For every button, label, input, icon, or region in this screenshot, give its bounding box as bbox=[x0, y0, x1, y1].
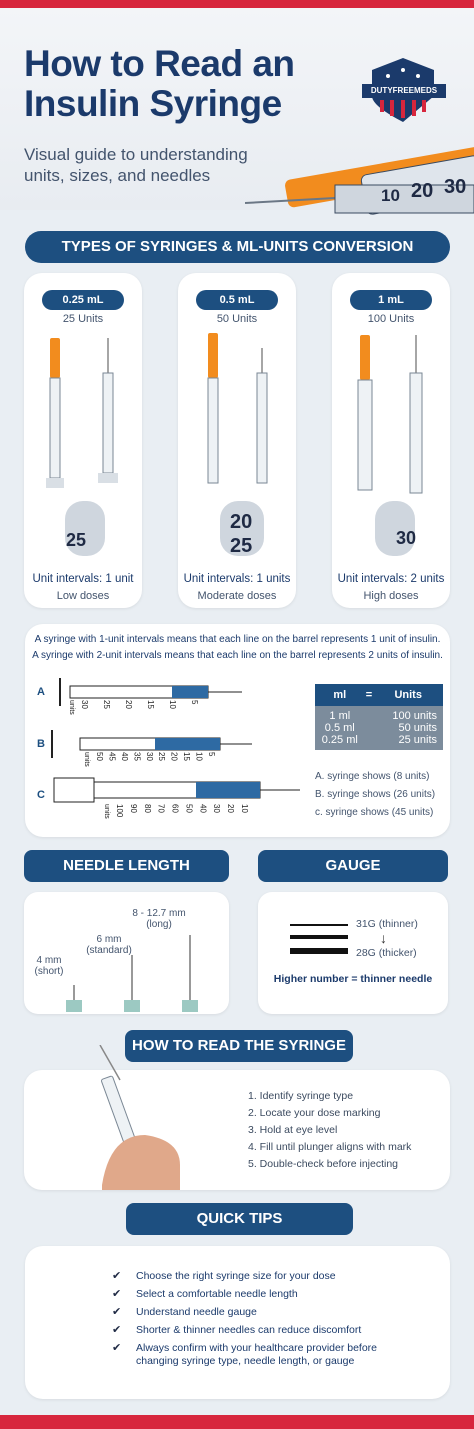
interval-text: Unit intervals: 2 units bbox=[337, 573, 445, 585]
table-header: = bbox=[365, 689, 373, 701]
hero-barrel-num: 10 bbox=[381, 186, 400, 205]
howto-heading: HOW TO READ THE SYRINGE bbox=[125, 1030, 353, 1062]
tick-label: 40 bbox=[198, 804, 208, 813]
syringe-diagram-c bbox=[54, 778, 300, 802]
table-row: 0.25 ml 25 units bbox=[315, 734, 443, 750]
size-badge: 0.5 mL bbox=[196, 290, 278, 310]
tick-label: 60 bbox=[170, 804, 180, 813]
interval-text: Unit intervals: 1 unit bbox=[32, 573, 134, 585]
note-b: B. syringe shows (26 units) bbox=[315, 789, 436, 800]
tip-item: ✔ Choose the right syringe size for your dose bbox=[112, 1270, 412, 1283]
tick-label: 10 bbox=[194, 752, 204, 761]
tick-label: 20 bbox=[124, 700, 133, 709]
tick-label: 50 bbox=[95, 752, 104, 761]
tick-label: 10 bbox=[168, 700, 177, 709]
table-row: 1 ml 100 units bbox=[315, 706, 443, 722]
step-item: 2. Locate your dose marking bbox=[248, 1107, 381, 1119]
gauge-note: Higher number = thinner needle bbox=[273, 973, 433, 985]
diagram-label: B bbox=[37, 738, 45, 750]
syringe-image-1 bbox=[358, 335, 422, 556]
table-header: Units bbox=[394, 689, 422, 701]
tick-label: 30 bbox=[144, 752, 154, 761]
types-heading: TYPES OF SYRINGES & ML-UNITS CONVERSION bbox=[25, 231, 450, 263]
tick-label: 30 bbox=[80, 700, 89, 709]
howto-steps bbox=[248, 1088, 411, 1173]
gauge-lines bbox=[290, 920, 350, 960]
units-caption: 50 Units bbox=[216, 313, 258, 325]
tick-label: 70 bbox=[156, 804, 166, 813]
step-item: 1. Identify syringe type bbox=[248, 1090, 354, 1102]
tick-label: 50 bbox=[184, 804, 194, 813]
tick-label: 100 bbox=[115, 804, 124, 818]
diagram-b-ticks bbox=[83, 752, 216, 767]
tip-item: ✔ Shorter & thinner needles can reduce discomfort bbox=[112, 1324, 412, 1337]
dose-text: Low doses bbox=[56, 590, 110, 602]
needle-standard: 6 mm (standard) bbox=[86, 934, 132, 956]
size-badge: 1 mL bbox=[350, 290, 432, 310]
table-row: 0.5 ml 50 units bbox=[315, 722, 443, 734]
tips-heading: QUICK TIPS bbox=[126, 1203, 353, 1235]
needle-short: 4 mm (short) bbox=[34, 955, 64, 977]
table-header: ml bbox=[333, 689, 347, 701]
tick-label: 35 bbox=[132, 752, 142, 761]
step-item: 5. Double-check before injecting bbox=[248, 1158, 399, 1170]
brand-name: DUTYFREEMEDS bbox=[362, 84, 446, 98]
tips-list bbox=[112, 1270, 412, 1373]
tick-label: 10 bbox=[240, 804, 249, 813]
tick-label: 30 bbox=[212, 804, 222, 813]
tick-label: 40 bbox=[119, 752, 129, 761]
tip-item: ✔ Select a comfortable needle length bbox=[112, 1288, 412, 1301]
page-subtitle: Visual guide to understanding units, sizes, and needles bbox=[24, 145, 248, 185]
closeup-number: 2025 bbox=[230, 511, 253, 557]
tip-item: ✔ Understand needle gauge bbox=[112, 1306, 412, 1319]
note-a: A. syringe shows (8 units) bbox=[315, 771, 430, 782]
tick-label: 15 bbox=[146, 700, 155, 709]
dose-text: High doses bbox=[363, 590, 419, 602]
interval-desc-1: A syringe with 1-unit intervals means that each line on the barrel represents 1 unit of insulin. bbox=[34, 634, 441, 645]
tick-label: 15 bbox=[182, 752, 192, 761]
note-c: c. syringe shows (45 units) bbox=[315, 807, 434, 818]
interval-desc-2: A syringe with 2-unit intervals means that each line on the barrel represents 2 units of insulin. bbox=[32, 650, 443, 661]
units-label: units bbox=[68, 700, 75, 715]
tick-label: 90 bbox=[128, 804, 138, 813]
tick-label: 5 bbox=[190, 700, 199, 705]
units-caption: 100 Units bbox=[367, 313, 415, 325]
tip-item: ✔ Always confirm with your healthcare provider before changing syringe type, needle length, or gauge bbox=[112, 1342, 412, 1368]
hero-barrel-num: 20 bbox=[411, 180, 434, 202]
gauge-thick: 28G (thicker) bbox=[356, 947, 417, 959]
top-accent-bar bbox=[0, 0, 474, 8]
step-item: 3. Hold at eye level bbox=[248, 1124, 338, 1136]
needle-long: 8 - 12.7 mm (long) bbox=[132, 908, 186, 930]
step-item: 4. Fill until plunger aligns with mark bbox=[248, 1141, 412, 1153]
ml-units-table bbox=[315, 684, 443, 750]
closeup-number: 25 bbox=[66, 530, 87, 550]
needle-heading: NEEDLE LENGTH bbox=[24, 850, 229, 882]
diagram-c-ticks bbox=[103, 804, 249, 819]
needle-illustration bbox=[60, 935, 210, 1013]
arrow-down-icon: ↓ bbox=[380, 930, 387, 946]
page-title: How to Read an Insulin Syringe bbox=[24, 43, 295, 124]
bottom-accent-bar bbox=[0, 1415, 474, 1429]
units-caption: 25 Units bbox=[62, 313, 104, 325]
syringe-notes bbox=[315, 768, 435, 822]
dose-text: Moderate doses bbox=[197, 590, 277, 602]
units-label: units bbox=[103, 804, 110, 819]
tick-label: 25 bbox=[157, 752, 167, 761]
hand-syringe-image bbox=[90, 1045, 210, 1190]
tick-label: 5 bbox=[207, 752, 216, 757]
gauge-heading: GAUGE bbox=[258, 850, 448, 882]
hero-barrel-num: 30 bbox=[444, 176, 467, 198]
tick-label: 80 bbox=[142, 804, 152, 813]
closeup-number: 30 bbox=[396, 528, 417, 548]
interval-text: Unit intervals: 1 units bbox=[183, 573, 291, 585]
tick-label: 45 bbox=[107, 752, 117, 761]
tick-label: 20 bbox=[169, 752, 179, 761]
syringe-image-025 bbox=[46, 338, 118, 556]
gauge-card bbox=[258, 892, 448, 1014]
tick-label: 20 bbox=[226, 804, 236, 813]
diagram-label: C bbox=[37, 789, 45, 801]
gauge-thin: 31G (thinner) bbox=[356, 918, 418, 930]
tick-label: 25 bbox=[102, 700, 111, 709]
diagram-a-ticks bbox=[68, 700, 199, 715]
size-badge: 0.25 mL bbox=[42, 290, 124, 310]
units-label: units bbox=[83, 752, 90, 767]
diagram-label: A bbox=[37, 686, 45, 698]
